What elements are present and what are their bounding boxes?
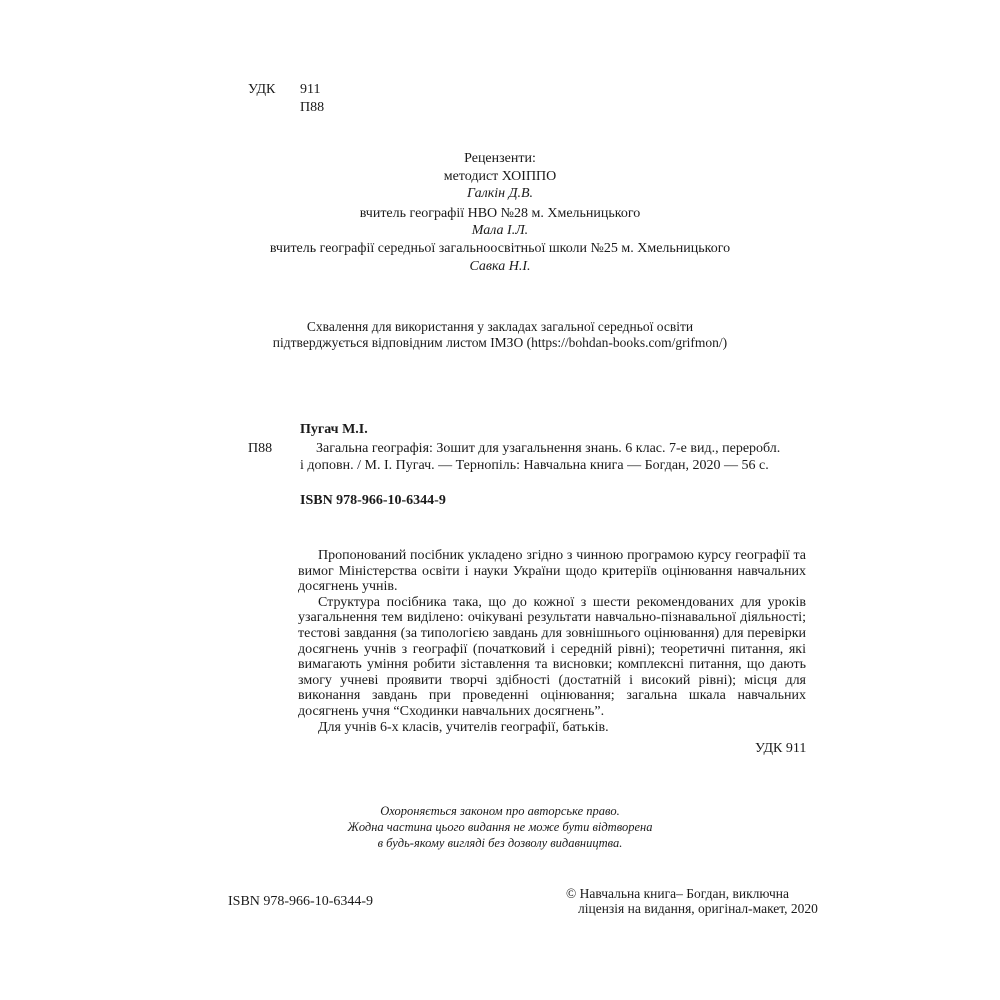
- annotation-paragraph-3: Для учнів 6-х класів, учителів географії, батьків.: [318, 719, 609, 735]
- annotation: [298, 548, 806, 735]
- catalog-description-line-2: і доповн. / М. І. Пугач. — Тернопіль: Навчальна книга — Богдан, 2020 — 56 с.: [300, 458, 769, 473]
- reviewer-3-position: вчитель географії середньої загальноосвітньої школи №25 м. Хмельницького: [269, 241, 731, 256]
- publisher-copyright-line-1: © Навчальна книга– Богдан, виключна: [566, 886, 789, 901]
- annotation-paragraph-1: Пропонований посібник укладено згідно з чинною програмою курсу географії та вимог Міністерства освіти і науки України щодо критеріїв оцінювання навчальних досягнень учнів.: [298, 548, 806, 595]
- catalog-isbn: ISBN 978-966-10-6344-9: [300, 493, 446, 508]
- udk-number: 911: [300, 82, 321, 97]
- approval-line-2: підтверджується відповідним листом ІМЗО (https://bohdan-books.com/grifmon/): [272, 335, 728, 350]
- udk-label: УДК: [248, 82, 276, 97]
- copyright-notice-line-1: Охороняється законом про авторське право.: [380, 804, 620, 818]
- catalog-description-line-1: Загальна географія: Зошит для узагальнення знань. 6 клас. 7-е вид., переробл.: [316, 441, 781, 456]
- publisher-copyright-line-2: ліцензія на видання, оригінал-макет, 2020: [578, 901, 818, 916]
- approval-line-1: Схвалення для використання у закладах загальної середньої освіти: [306, 319, 694, 334]
- reviewer-1-position: методист ХОІППО: [443, 169, 557, 184]
- catalog-mark: П88: [248, 441, 273, 456]
- copyright-notice-line-3: в будь-якому вигляді без дозволу видавництва.: [377, 836, 623, 850]
- annotation-udk: УДК 911: [755, 741, 807, 756]
- reviewers-title: Рецензенти:: [464, 151, 536, 166]
- reviewer-1-name: Галкін Д.В.: [466, 186, 534, 201]
- reviewer-3-name: Савка Н.І.: [469, 259, 531, 274]
- copyright-notice: [0, 803, 1000, 851]
- annotation-paragraph-2: Структура посібника така, що до кожної з шести рекомендованих для уроків узагальнення тем виділено: очікувані результати навчально-пізнавальної діяльності; тестові завдання (за типологією завдань для зовнішнього оцінювання) для перевірки досягнень учнів з географії (початковий і середній рівні); теоретичні питання, які вимагають уміння робити зіставлення та висновки; комплексні питання, що дають змогу учневі проявити творчі здібності (достатній і високий рівні); місця для виконання завдань при проведенні оцінювання; загальна шкала навчальних досягнень учня “Сходинки навчальних досягнень”.: [298, 594, 806, 719]
- reviewer-2-position: вчитель географії НВО №28 м. Хмельницького: [359, 206, 641, 221]
- catalog-author: Пугач М.І.: [300, 422, 368, 437]
- footer-isbn: ISBN 978-966-10-6344-9: [228, 894, 374, 909]
- reviewer-2-name: Мала І.Л.: [471, 223, 529, 238]
- copyright-notice-line-2: Жодна частина цього видання не може бути відтворена: [347, 820, 653, 834]
- library-mark: П88: [300, 100, 325, 115]
- publisher-copyright: [566, 886, 818, 916]
